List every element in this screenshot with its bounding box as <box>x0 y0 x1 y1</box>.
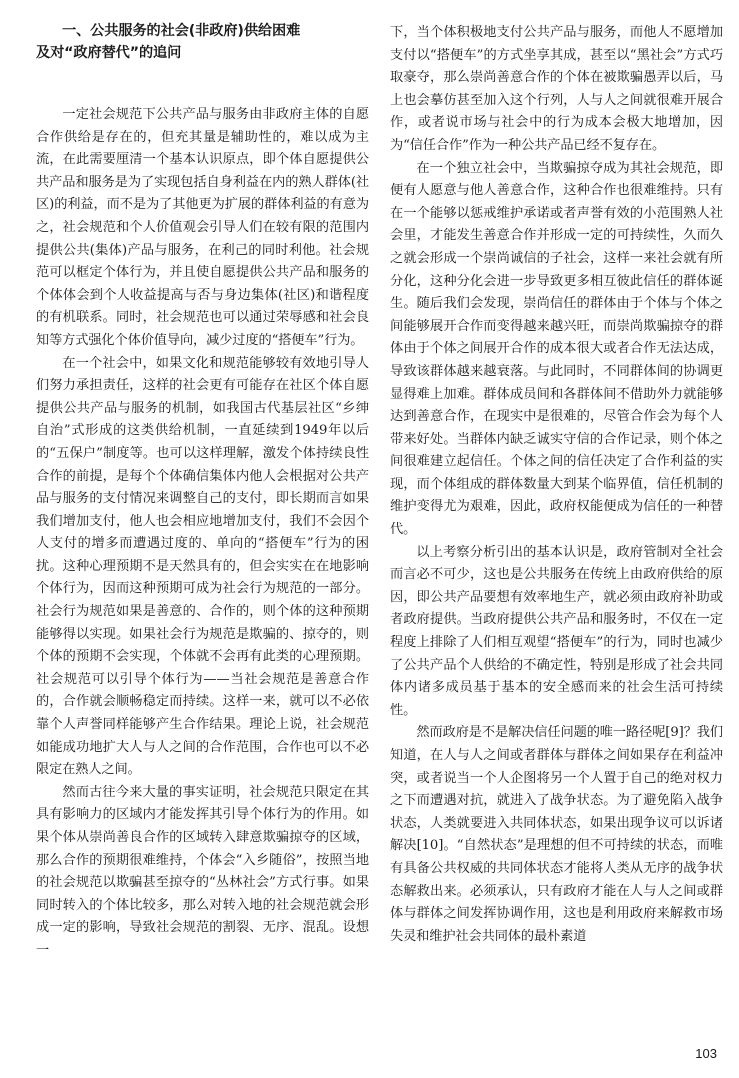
section-heading-line-2: 及对“政府替代”的追问 <box>36 45 182 61</box>
section-heading <box>36 20 369 64</box>
body-paragraph-continued: 下，当个体积极地支付公共产品与服务，而他人不愿增加支付以“搭便车”的方式坐享其成，甚至以“黑社会”方式巧取豪夺，那么崇尚善意合作的个体在被欺骗愚弄以后，马上也会摹仿甚至加入这个行列，人与人之间就很难开展合作，或者说市场与社会中的行为成本会极大地增加，因为“信任合作”作为一种公共产品已经不复存在。 <box>390 25 723 153</box>
right-column <box>390 22 723 948</box>
page-number: 103 <box>695 1046 717 1061</box>
body-paragraph: 在一个独立社会中，当欺骗掠夺成为其社会规范，即便有人愿意与他人善意合作，这种合作也很难维持。只有在一个能够以惩戒维护承诺或者声誉有效的小范围熟人社会里，才能发生善意合作并形成一定的可持续性，久而久之就会形成一个崇尚诚信的子社会，这样一来社会就有所分化，这种分化会进一步导致更多相互彼此信任的群体诞生。随后我们会发现，崇尚信任的群体由于个体与个体之间能够展开合作而变得越来越兴旺，而崇尚欺骗掠夺的群体由于个体之间展开合作的成本很大或者合作无法达成，导致该群体越来越衰落。与此同时，不同群体间的协调更显得难上加难。群体成员间和各群体间不借助外力就能够达到善意合作，在现实中是很难的，尽管合作会为每个人带来好处。当群体内缺乏诚实守信的合作记录，则个体之间很难建立起信任。个体之间的信任决定了合作利益的实现，而个体组成的群体数量大到某个临界值，信任机制的维护变得尤为艰难，因此，政府权能便成为信任的一种替代。 <box>390 160 723 538</box>
body-paragraph: 然而政府是不是解决信任问题的唯一路径呢[9]？我们知道，在人与人之间或者群体与群体之间如果存在利益冲突，或者说当一个人企图将另一个人置于自己的绝对权力之下而遭遇对抗，就进入了战争状态。为了避免陷入战争状态，人类就要进入共同体状态，如果出现争议可以诉诸解决[10]。“自然状态”是理想的但不可持续的状态，而唯有具备公共权威的共同体状态才能将人类从无序的战争状态解救出来。必须承认，只有政府才能在人与人之间或群体与群体之间发挥协调作用，这也是利用政府来解救市场失灵和维护社会共同体的最朴素道 <box>390 725 723 944</box>
section-heading-line-1: 一、公共服务的社会(非政府)供给困难 <box>62 23 301 39</box>
body-paragraph: 一定社会规范下公共产品与服务由非政府主体的自愿合作供给是存在的，但充其量是辅助性的，难以成为主流，在此需要厘清一个基本认识原点，即个体自愿提供公共产品和服务是为了实现包括自身利益在内的熟人群体(社区)的利益，而不是为了其他更为扩展的群体利益的有意为之，社会规范和个人价值观会引导人们在较有限的范围内提供公共(集体)产品与服务，在利己的同时利他。社会规范可以框定个体行为，并且使自愿提供公共产品和服务的个体体会到个人收益提高与否与身边集体(社区)和谐程度的有机联系。同时，社会规范也可以通过荣辱感和社会良知等方式强化个体价值导向，减少过度的“搭便车”行为。 <box>36 107 369 348</box>
left-column <box>36 20 369 963</box>
body-paragraph: 然而古往今来大量的事实证明，社会规范只限定在其具有影响力的区域内才能发挥其引导个体行为的作用。如果个体从崇尚善良合作的区域转入肆意欺骗掠夺的区域，那么合作的预期很难维持，个体会“入乡随俗”，按照当地的社会规范以欺骗甚至掠夺的“丛林社会”方式行事。如果同时转入的个体比较多，那么对转入地的社会规范就会形成一定的影响，导致社会规范的割裂、无序、混乱。设想一 <box>36 784 369 958</box>
body-paragraph: 以上考察分析引出的基本认识是，政府管制对全社会而言必不可少，这也是公共服务在传统上由政府供给的原因，即公共产品要想有效率地生产，就必须由政府补助或者政府提供。当政府提供公共产品和服务时，不仅在一定程度上排除了人们相互观望“搭便车”的行为，同时也减少了公共产品个人供给的不确定性，特别是形成了社会共同体内诸多成员基于基本的安全感而来的社会生活可持续性。 <box>390 544 723 718</box>
body-paragraph: 在一个社会中，如果文化和规范能够较有效地引导人们努力承担责任，这样的社会更有可能存在社区个体自愿提供公共产品与服务的机制，如我国古代基层社区“乡绅自治”式形成的这类供给机制，一直延续到1949年以后的“五保户”制度等。也可以这样理解，激发个体持续良性合作的前提，是每个个体确信集体内他人会根据对公共产品与服务的支付情况来调整自己的支付，即长期而言如果我们增加支付，他人也会相应地增加支付，我们不会因个人支付的增多而遭遇过度的、单向的“搭便车”行为的困扰。这种心理预期不是天然具有的，但会实实在在地影响个体行为，因而这种预期可成为社会行为规范的一部分。社会行为规范如果是善意的、合作的，则个体的这种预期能够得以实现。如果社会行为规范是欺骗的、掠夺的，则个体的预期不会实现，个体就不会再有此类的心理预期。社会规范可以引导个体行为——当社会规范是善意合作的，合作就会顺畅稳定而持续。这样一来，就可以不必依靠个人声誉同样能够产生合作结果。理论上说，社会规范如能成功地扩大人与人之间的合作范围，合作也可以不必限定在熟人之间。 <box>36 355 369 778</box>
